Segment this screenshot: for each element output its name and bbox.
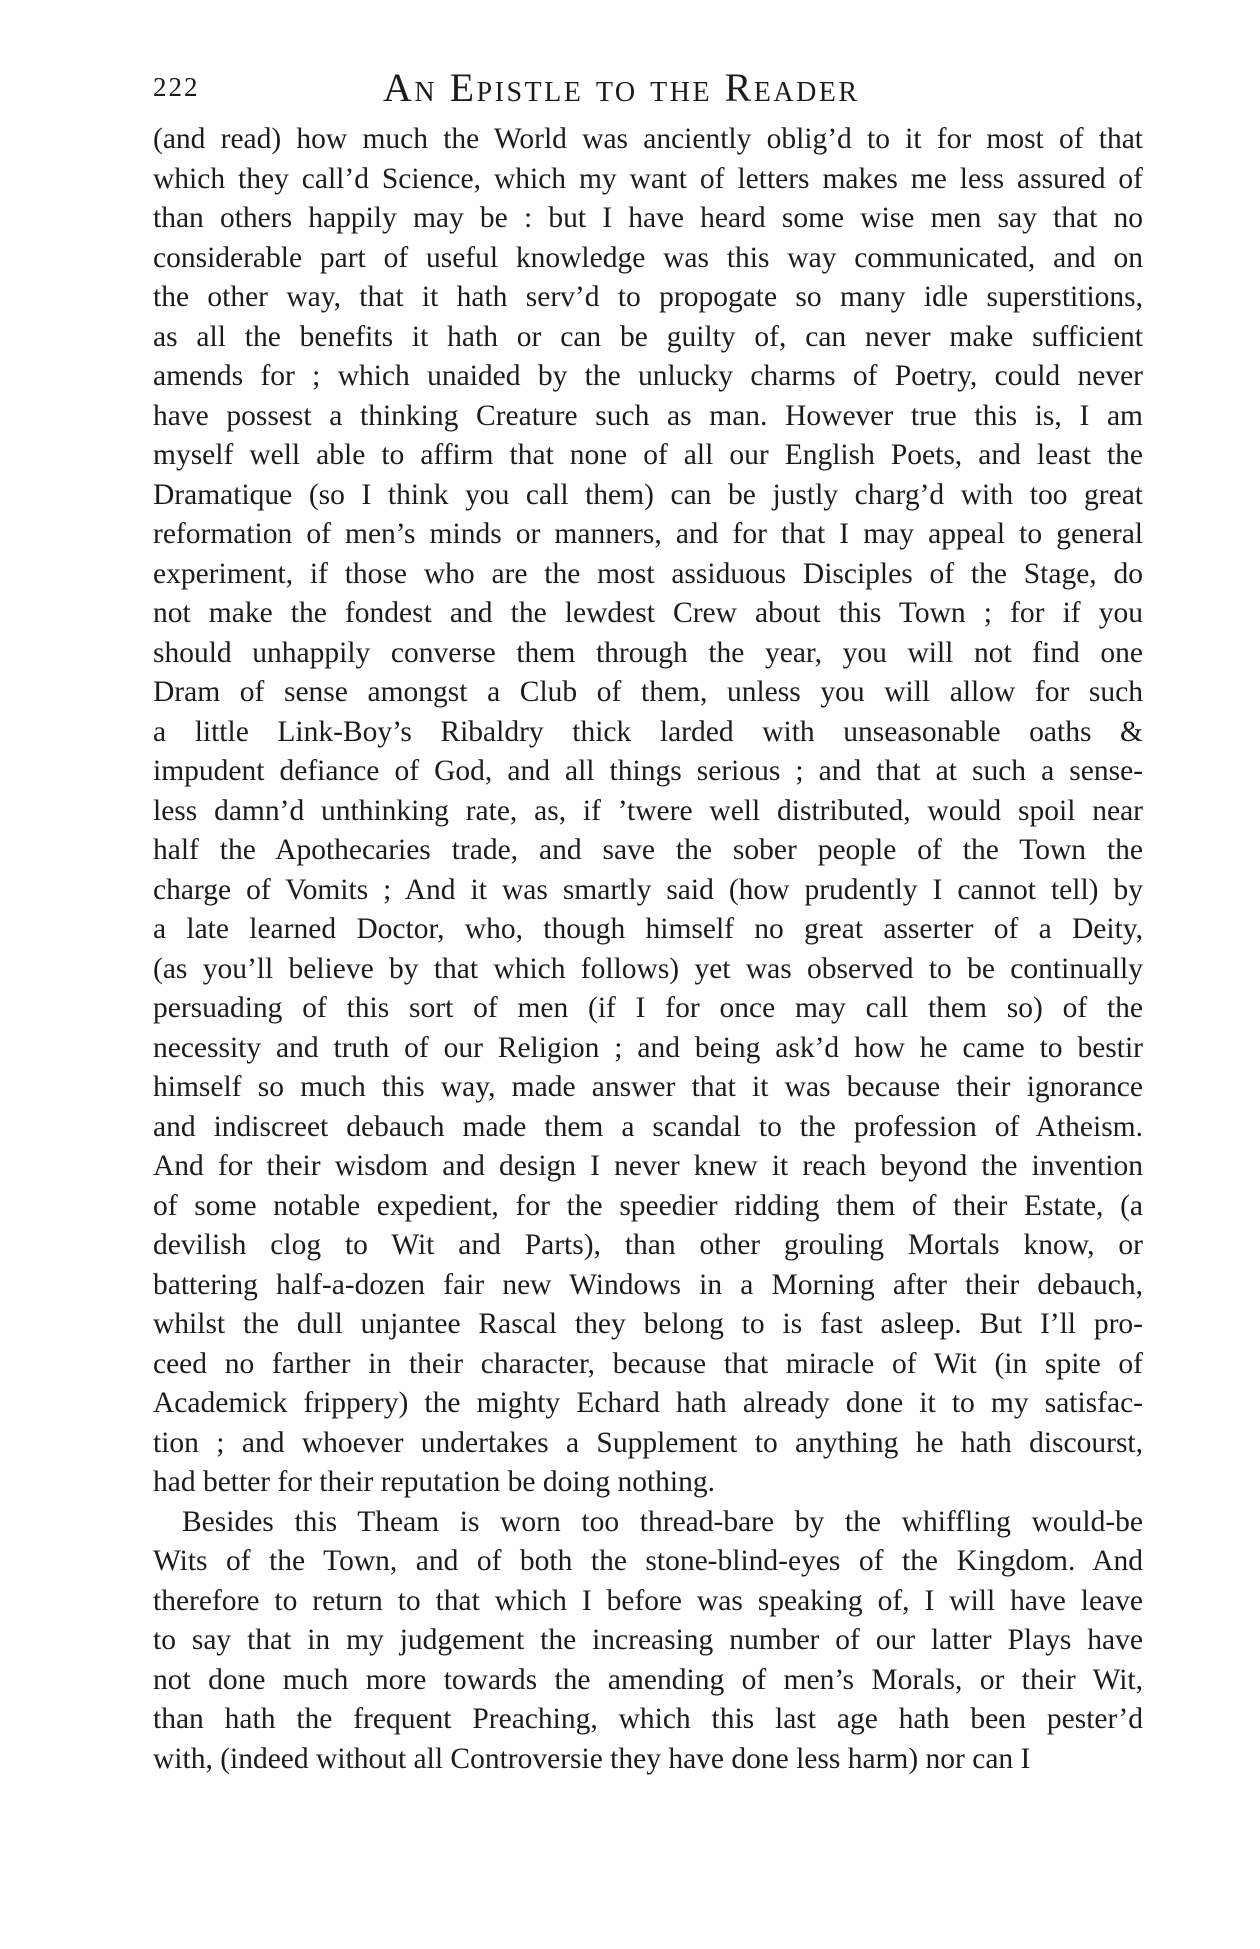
text-line: the other way, that it hath serv’d to propogate so many idle superstitions,: [153, 281, 1143, 313]
text-line: should unhappily converse them through the year, you will not find one: [153, 636, 1143, 669]
text-line: whilst the dull unjantee Rascal they belong to is fast asleep. But I’ll pro-: [153, 1308, 1143, 1340]
paragraph: [153, 1503, 1143, 1780]
text-line: less damn’d unthinking rate, as, if ’twere well distributed, would spoil near: [153, 794, 1143, 827]
text-line: charge of Vomits ; And it was smartly said (how prudently I cannot tell) by: [153, 873, 1143, 906]
paragraph: [153, 120, 1143, 1503]
text-line: and indiscreet debauch made them a scandal to the profession of Atheism.: [153, 1110, 1143, 1143]
text-line: necessity and truth of our Religion ; and being ask’d how he came to bestir: [153, 1031, 1143, 1064]
text-line: have possest a thinking Creature such as man. However true this is, I am: [153, 399, 1143, 432]
text-line: persuading of this sort of men (if I for once may call them so) of the: [153, 992, 1143, 1024]
body-text: [153, 120, 1143, 1779]
running-title: An Epistle to the Reader: [383, 65, 860, 110]
text-line: a late learned Doctor, who, though himself no great asserter of a Deity,: [153, 913, 1143, 945]
page-number: 222: [153, 72, 200, 102]
text-line: tion ; and whoever undertakes a Supplement to anything he hath discourst,: [153, 1426, 1143, 1459]
text-line: battering half-a-dozen fair new Windows in a Morning after their debauch,: [153, 1268, 1143, 1301]
text-line: to say that in my judgement the increasing number of our latter Plays have: [153, 1624, 1143, 1656]
text-line: Wits of the Town, and of both the stone-blind-eyes of the Kingdom. And: [153, 1545, 1143, 1577]
text-line: than others happily may be : but I have heard some wise men say that no: [153, 202, 1143, 234]
text-line: And for their wisdom and design I never knew it reach beyond the invention: [153, 1150, 1143, 1182]
text-line: had better for their reputation be doing nothing.: [153, 1466, 715, 1498]
text-line: not make the fondest and the lewdest Crew about this Town ; for if you: [153, 597, 1143, 629]
text-line: Dramatique (so I think you call them) can be justly charg’d with too great: [153, 478, 1143, 511]
text-line: half the Apothecaries trade, and save the sober people of the Town the: [153, 834, 1143, 866]
text-line: myself well able to affirm that none of all our English Poets, and least the: [153, 439, 1143, 471]
text-line: with, (indeed without all Controversie they have done less harm) nor can I: [153, 1742, 1031, 1775]
text-line: therefore to return to that which I before was speaking of, I will have leave: [153, 1584, 1143, 1617]
text-line: than hath the frequent Preaching, which this last age hath been pester’d: [153, 1703, 1143, 1735]
page: [153, 58, 1143, 1779]
text-line: reformation of men’s minds or manners, and for that I may appeal to general: [153, 518, 1143, 550]
text-line: himself so much this way, made answer that it was because their ignorance: [153, 1071, 1143, 1103]
text-line: (and read) how much the World was anciently oblig’d to it for most of that: [153, 123, 1143, 155]
text-line: experiment, if those who are the most assiduous Disciples of the Stage, do: [153, 557, 1143, 590]
running-head: [153, 58, 1143, 110]
text-line: ceed no farther in their character, because that miracle of Wit (in spite of: [153, 1347, 1143, 1380]
text-line: Dram of sense amongst a Club of them, unless you will allow for such: [153, 676, 1143, 708]
text-line: amends for ; which unaided by the unlucky charms of Poetry, could never: [153, 360, 1143, 392]
text-line: (as you’ll believe by that which follows) yet was observed to be continually: [153, 952, 1143, 985]
text-line: not done much more towards the amending of men’s Morals, or their Wit,: [153, 1663, 1143, 1696]
text-line: impudent defiance of God, and all things serious ; and that at such a sense-: [153, 755, 1143, 787]
text-line: Besides this Theam is worn too thread-bare by the whiffling would-be: [182, 1505, 1143, 1538]
text-line: of some notable expedient, for the speedier ridding them of their Estate, (a: [153, 1189, 1143, 1222]
text-line: devilish clog to Wit and Parts), than other grouling Mortals know, or: [153, 1229, 1143, 1261]
text-line: a little Link-Boy’s Ribaldry thick larded with unseasonable oaths &: [153, 715, 1143, 748]
text-line: which they call’d Science, which my want of letters makes me less assured of: [153, 162, 1143, 195]
text-line: Academick frippery) the mighty Echard hath already done it to my satisfac-: [153, 1387, 1143, 1419]
text-line: considerable part of useful knowledge was this way communicated, and on: [153, 241, 1143, 274]
text-line: as all the benefits it hath or can be guilty of, can never make sufficient: [153, 320, 1143, 353]
